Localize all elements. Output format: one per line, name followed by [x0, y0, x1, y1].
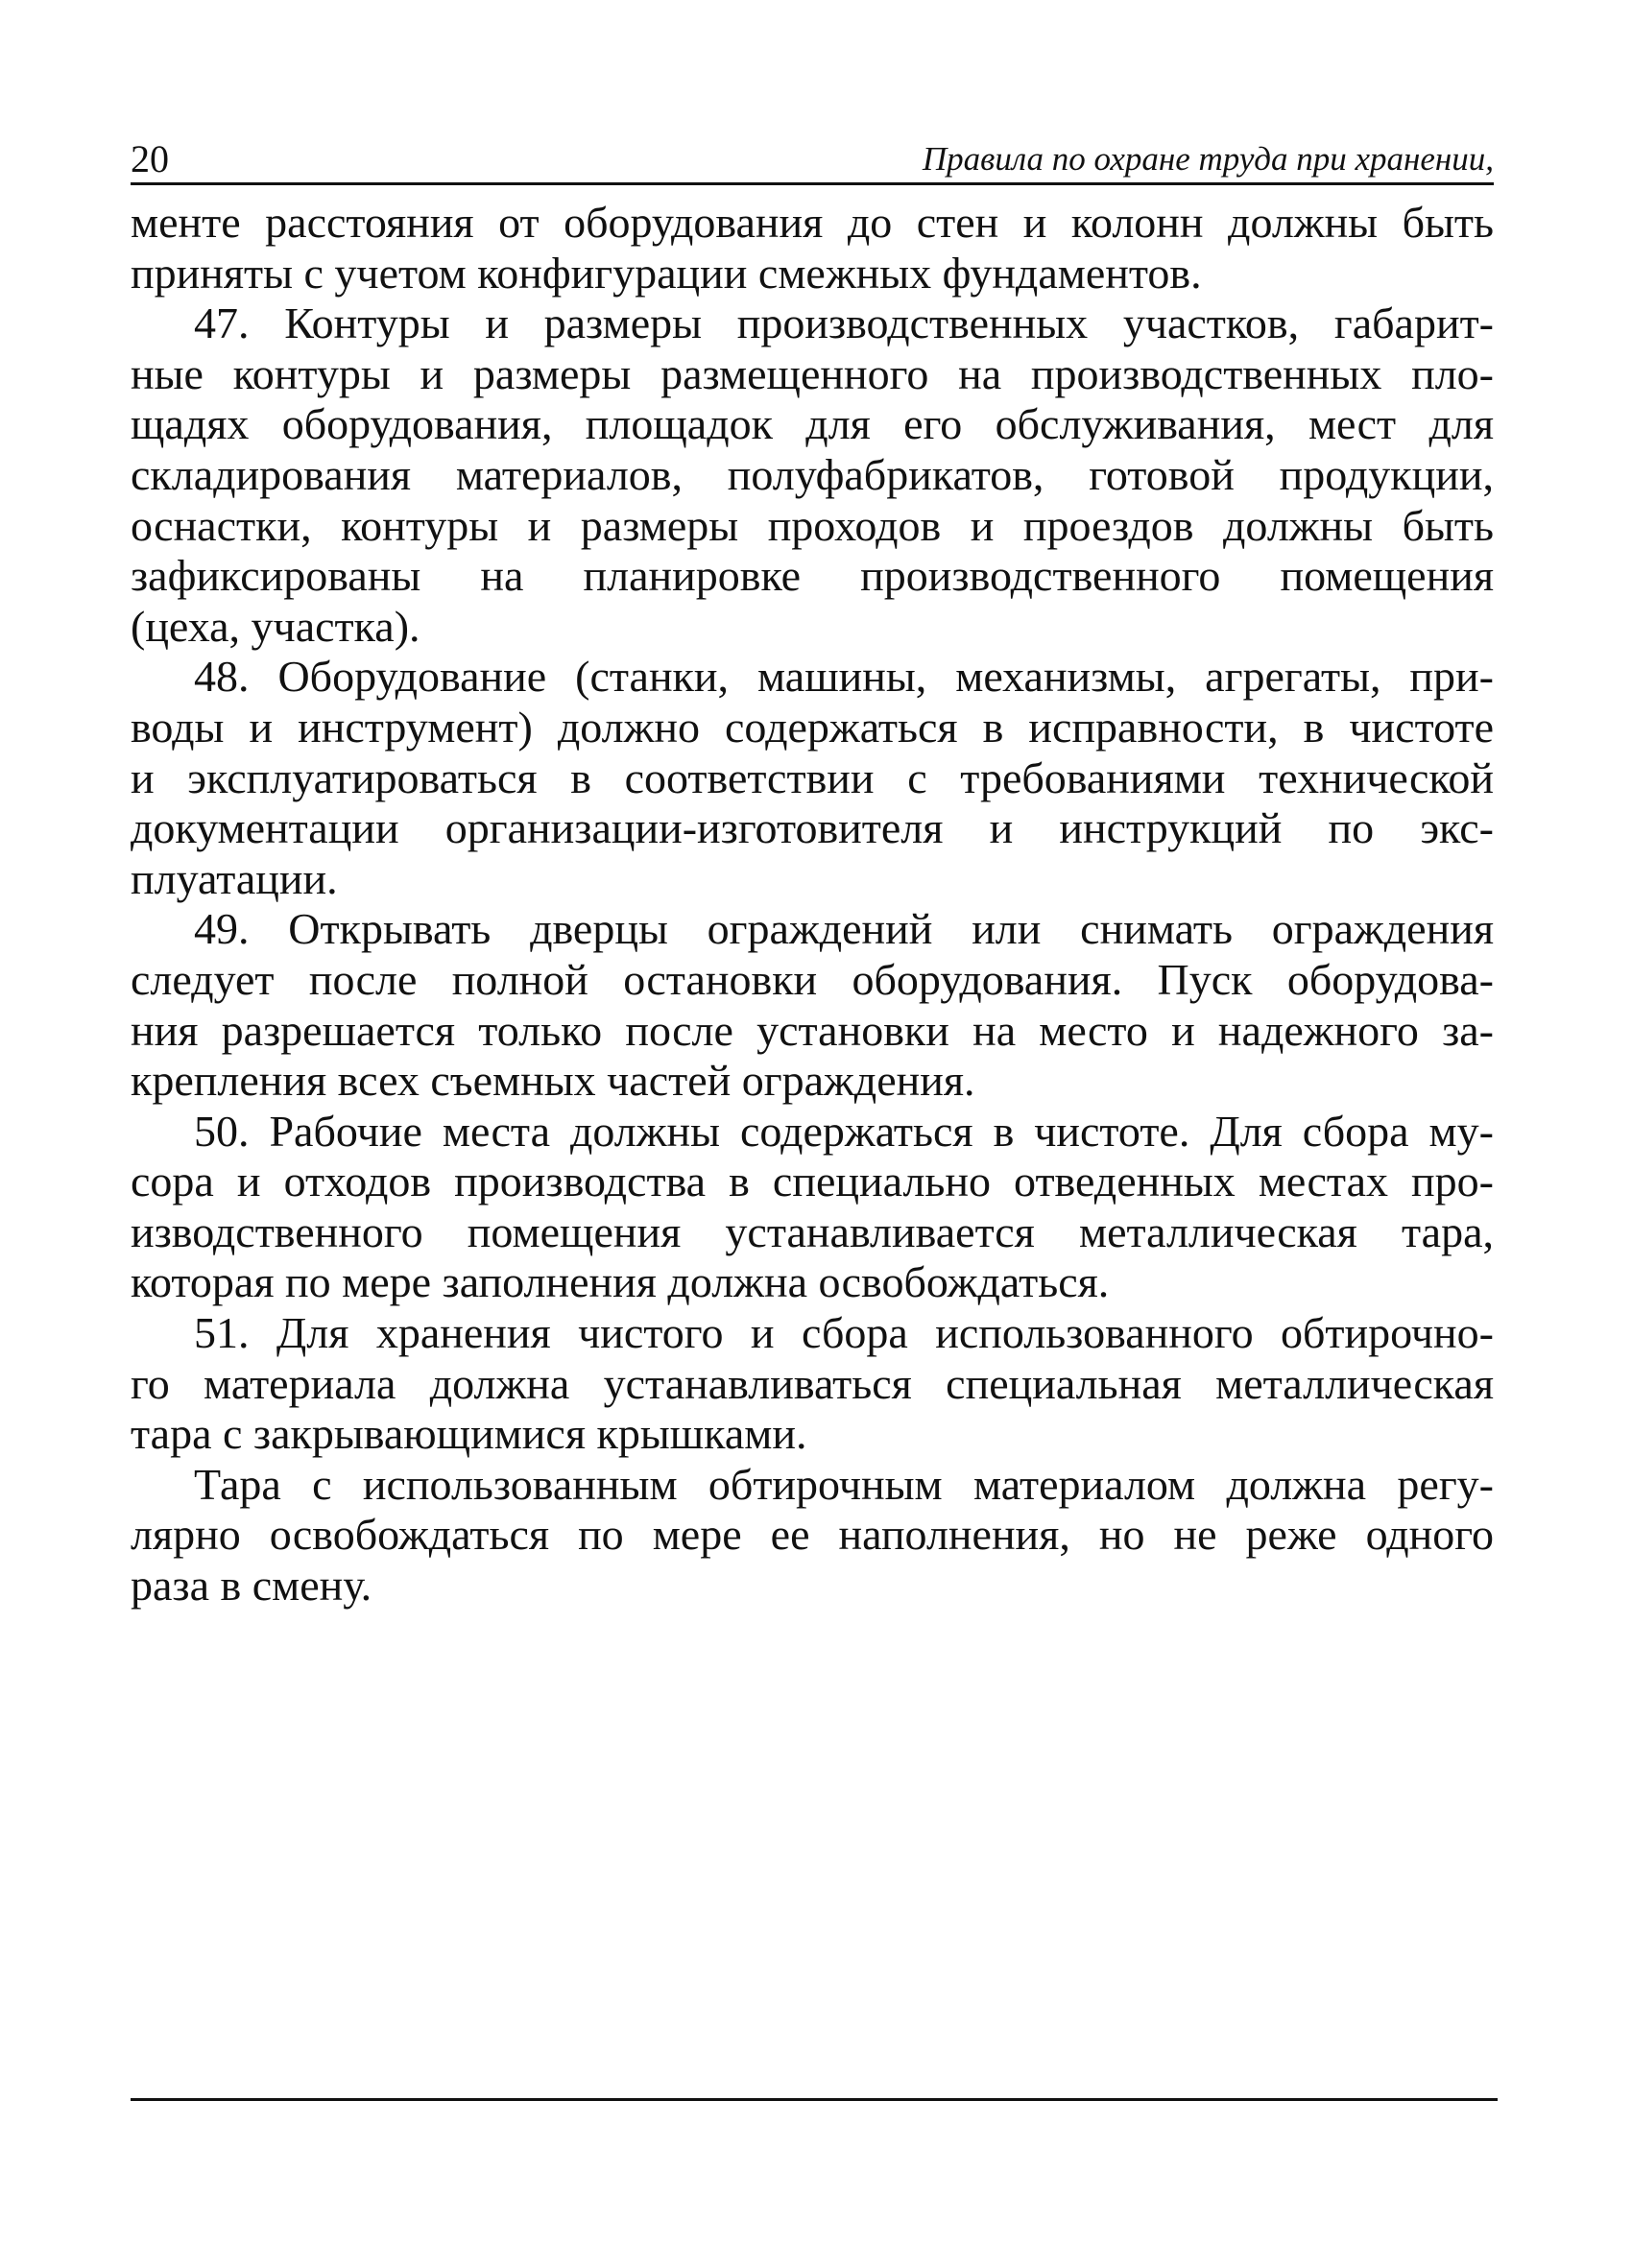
body-text	[131, 198, 1494, 1611]
text-line: щадях оборудования, площадок для его обслуживания, мест для	[131, 399, 1494, 449]
text-line: ния разрешается только после установки на место и надежного за-	[131, 1005, 1494, 1055]
text-line: 51. Для хранения чистого и сбора использованного обтирочно-	[194, 1308, 1494, 1358]
text-line: изводственного помещения устанавливается металлическая тара,	[131, 1206, 1494, 1256]
paragraph-item-48	[131, 652, 1494, 904]
header-rule	[131, 182, 1494, 185]
paragraph-item-50	[131, 1107, 1494, 1308]
running-title: Правила по охране труда при хранении,	[922, 140, 1494, 178]
text-line: которая по мере заполнения должна освобождаться.	[131, 1257, 1110, 1307]
text-line: приняты с учетом конфигурации смежных фундаментов.	[131, 248, 1202, 298]
text-line: Тара с использованным обтирочным материалом должна регу-	[194, 1459, 1494, 1509]
text-line: (цеха, участка).	[131, 601, 420, 651]
text-line: оснастки, контуры и размеры проходов и проездов должны быть	[131, 500, 1494, 550]
paragraph-item-49	[131, 904, 1494, 1106]
text-line: сора и отходов производства в специально отведенных местах про-	[131, 1157, 1494, 1206]
text-line: воды и инструмент) должно содержаться в исправности, в чистоте	[131, 702, 1494, 752]
text-line: следует после полной остановки оборудования. Пуск оборудова-	[131, 954, 1494, 1004]
text-line: складирования материалов, полуфабрикатов, готовой продукции,	[131, 449, 1494, 499]
text-line: документации организации-изготовителя и инструкций по экс-	[131, 803, 1494, 853]
paragraph-item-51	[131, 1308, 1494, 1460]
text-line: крепления всех съемных частей ограждения.	[131, 1056, 975, 1106]
text-line: зафиксированы на планировке производственного помещения	[131, 551, 1494, 601]
text-line: 48. Оборудование (станки, машины, механизмы, агрегаты, при-	[194, 652, 1494, 702]
text-line: раза в смену.	[131, 1561, 372, 1611]
footer-rule	[131, 2098, 1498, 2101]
text-line: 49. Открывать дверцы ограждений или снимать ограждения	[194, 904, 1494, 954]
text-line: плуатации.	[131, 853, 338, 903]
text-line: и эксплуатироваться в соответствии с требованиями технической	[131, 752, 1494, 802]
text-line: лярно освобождаться по мере ее наполнения, но не реже одного	[131, 1510, 1494, 1560]
page-header	[131, 134, 1494, 184]
text-line: тара с закрывающимися крышками.	[131, 1409, 807, 1459]
paragraph-item-47	[131, 298, 1494, 652]
text-line: го материала должна устанавливаться специальная металлическая	[131, 1358, 1494, 1408]
paragraph-continuation	[131, 198, 1494, 298]
page-number: 20	[131, 137, 169, 180]
text-line: ные контуры и размеры размещенного на производственных пло-	[131, 348, 1494, 398]
text-line: менте расстояния от оборудования до стен и колонн должны быть	[131, 198, 1494, 247]
text-line: 50. Рабочие места должны содержаться в чистоте. Для сбора му-	[194, 1106, 1494, 1156]
paragraph-item-51-note	[131, 1460, 1494, 1611]
text-line: 47. Контуры и размеры производственных участков, габарит-	[194, 298, 1494, 348]
